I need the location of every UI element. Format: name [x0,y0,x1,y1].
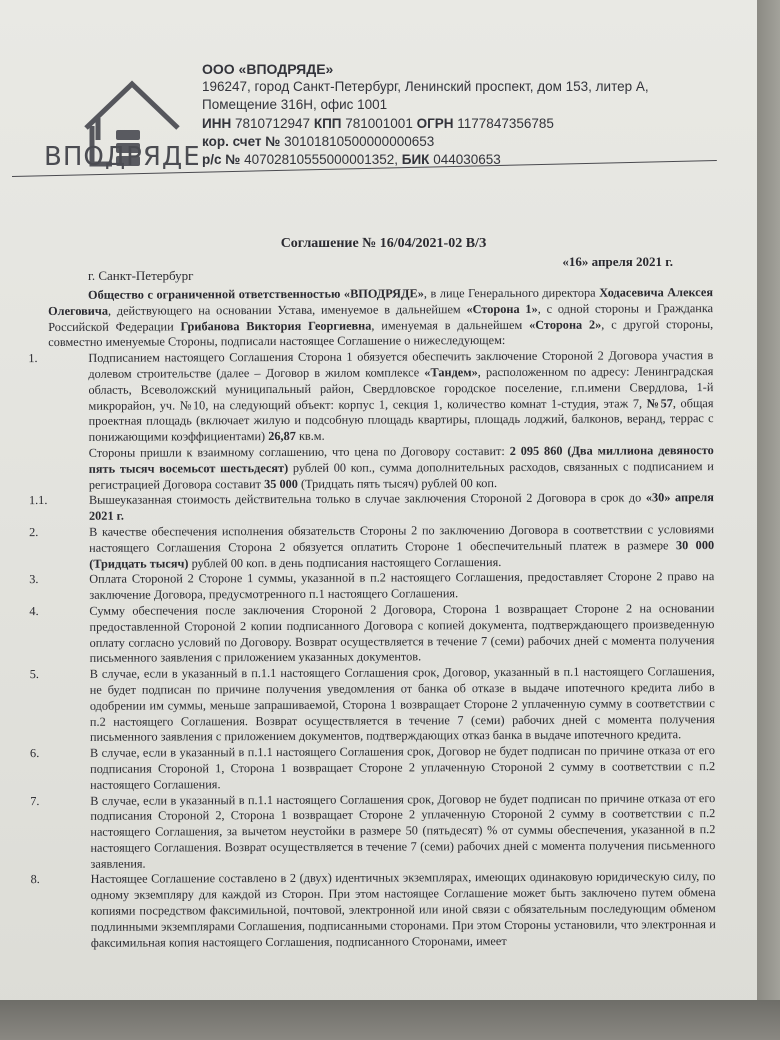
body-text: Настоящее Соглашение составлено в 2 (двух) идентичных экземплярах, имеющих одинаковую юридическую силу, по одному экземпляру для каждой из Сторон. При этом настоящее Соглашение может быть заключено путем обмена копиями посредством факсимильной, почтовой, электронной или иной связи с обязательным последующим обменом подлинными экземплярами Соглашения, подписанными сторонами. При этом Стороны установили, что электронная и факсимильная копия настоящего Соглашения, подписанного Сторонами, имеет [90,869,716,950]
clauses-list [28,348,716,951]
corr-value: 30101810500000000653 [284,133,435,149]
clause-text [88,348,713,446]
clause-number: 7. [30,793,40,808]
company-address-line2: Помещение 316Н, офис 1001 [202,97,388,113]
body-text: В случае, если в указанный в п.1.1 настоящего Соглашения срок, Договор не будет подписан по причине отказа от его подписания Стороной 2, Сторона 1 возвращает Стороне 2 уплаченную Стороной 2 сумму в соответствии с п.2 настоящего Соглашения, за вычетом неустойки в размере 50 (пятьдесят) % от суммы обеспечения, указанной в п.2 настоящего Соглашения. Возврат осуществляется в течение 7 (семи) рабочих дней с момента получения письменного заявления. [90,790,716,871]
emphasized-text: «Сторона 1» [466,301,538,316]
company-name: ООО «ВПОДРЯДЕ» [202,61,334,77]
clause-text [91,870,716,952]
clause-text [89,601,714,667]
clause-item [28,348,714,446]
body-text: Сумму обеспечения после заключения Стороной 2 Договора, Сторона 1 возвращает Стороне 2 на основании предоставленной Стороной 2 копии подписанного Договора с копией документа, подтверждающего произведенную оплату согласно условий по Договору. Возврат осуществляется в течение 7 (семи) рабочих дней с момента получения письменного заявления с приложением указанных документов. [89,601,715,666]
clause-text [90,664,715,746]
preamble-paragraph [48,285,713,351]
company-address-line1: 196247, город Санкт-Петербург, Ленинский проспект, дом 153, литер А, [202,79,649,95]
ogrn-label: ОГРН [416,115,454,131]
clause-text [90,791,715,873]
kpp-value: 781001001 [345,115,413,131]
clause-item [29,743,716,793]
clause-number: 1.1. [28,493,48,508]
body-text: (Тридцать пять тысяч) рублей 00 коп. [297,475,498,491]
emphasized-text: 35 000 [264,476,298,491]
clause-number: 1. [28,351,38,366]
rs-value: 40702810555000001352, [244,152,398,168]
clause-text [89,522,714,572]
clause-item [49,443,714,493]
emphasized-text: «30» апреля 2021 г. [88,490,714,523]
logo-wordmark: ВПОДРЯДЕ [44,142,201,172]
bik-label: БИК [401,152,430,168]
body-text: , общая проектная площадь (включает жилую и подсобную площадь квартиры, площадь лоджий, балконов, веранд, террас с понижающими коэффициентами) [88,395,714,444]
background-surface [757,0,780,1040]
body-text: рублей 00 коп. в день подписания настоящего Соглашения. [188,554,502,570]
clause-item [30,790,716,873]
clause-number: 4. [29,603,39,619]
company-details [202,60,722,169]
rs-label: р/с № [202,152,241,168]
clause-text [89,490,714,524]
body-text: рублей 00 коп., сумма дополнительных расходов, связанных с подписанием и регистрацией Договора составит [88,458,714,492]
emphasized-text: Ходасевича Алексея Олеговича [48,285,714,318]
body-text: , действующего на основании Устава, именуемое в дальнейшем [107,301,467,318]
company-registration-line [202,115,722,133]
clause-text [89,443,714,493]
body-text: , расположенном по адресу: Ленинградская область, Всеволожский муниципальный район, Свердловское городское поселение, г.п.имени Свердлова, 1-й микрорайон, уч. №10, на следующий объект: корпус 1, секция 1, количество комнат 1-студия, этаж 7, [88,364,714,413]
corr-label: кор. счет № [202,133,281,149]
clause-item [29,522,715,572]
clause-item [28,490,714,524]
clause-number: 3. [29,572,39,587]
body-text: кв.м. [295,428,325,444]
body-text: , с одной стороны и Гражданка Российской Федерации [48,300,714,334]
kpp-label: КПП [313,115,342,131]
emphasized-text: 2 095 860 (Два миллиона девяносто пять тысяч восемьсот шестьдесят) [88,443,714,476]
body-text: Оплата Стороной 2 Стороне 1 суммы, указанной в п.2 настоящего Соглашения, предоставляет Стороне 2 право на заключение Договора, предусмотренного п.1 настоящего Соглашения. [89,569,715,602]
clause-item [30,869,716,952]
body-text: , именуемая в дальнейшем [371,317,530,333]
emphasized-text: «Сторона 2» [529,317,602,332]
body-text: , с другой стороны, совместно именуемые Стороны, подписали настоящее Соглашение о нижеследующем: [48,316,714,350]
clause-item [29,664,715,746]
emphasized-text: Общество с ограниченной ответственностью «ВПОДРЯДЕ» [87,286,424,302]
clause-number: 5. [29,667,39,682]
body-text: , в лице Генерального директора [423,285,600,301]
body-text: Подписанием настоящего Соглашения Сторона 1 обязуется обеспечить заключение Стороной 2 Договора участия в долевом строительстве (далее – Договор в жилом комплексе [88,348,714,381]
body-text: В качестве обеспечения исполнения обязательств Стороны 2 по заключению Договора в соответствии с условиями настоящего Соглашения Сторона 2 обязуется оплатить Стороне 1 обеспечительный платеж в размере [89,522,715,555]
clause-text [90,743,715,793]
inn-value: 7810712947 [234,115,311,131]
document-city: г. Санкт-Петербург [88,268,194,283]
clause-number: 8. [30,872,40,887]
emphasized-text: 26,87 [268,429,296,444]
body-text: В случае, если в указанный в п.1.1 настоящего Соглашения срок, Договор не будет подписан по причине отказа от его подписания Стороной 1, Сторона 1 возвращает Стороне 2 уплаченную Стороной 2 сумму в соответствии с п.2 настоящего Соглашения. [89,743,716,792]
company-corr-account-line [202,133,722,151]
emphasized-text: 30 000 (Тридцать тысяч) [89,537,715,571]
body-text: Стороны пришли к взаимному соглашению, что цена по Договору составит: [88,443,510,460]
document-title: Соглашение № 16/04/2021-02 В/З [280,236,487,251]
clause-number: 6. [29,746,40,761]
clause-item [29,569,715,603]
emphasized-text: Грибанова Виктория Георгиевна [180,318,372,334]
clause-item [29,601,715,667]
emphasized-text: «Тандем» [424,365,478,380]
bik-value: 044030653 [433,152,501,168]
inn-label: ИНН [202,115,232,131]
document-date: «16» апреля 2021 г. [562,254,673,269]
document-body [28,285,716,951]
body-text: В случае, если в указанный в п.1.1 настоящего Соглашения срок, Договор, указанный в п.1 настоящего Соглашения, не будет подписан по причине получения уведомления от банка об отказе в выдаче ипотечного кредита либо в одобрении им суммы, меньше запрашиваемой, Сторона 1 возвращает Стороне 2 уплаченную сумму в соответствии с п.2 настоящего Соглашения. Возврат осуществляется в течение 7 (семи) рабочих дней с момента получения письменного заявления с приложением документов, подтверждающих отказ банка в выдаче ипотечного кредита. [89,664,715,745]
emphasized-text: №57 [646,395,673,410]
clause-number: 2. [29,524,39,540]
ogrn-value: 1177847356785 [457,115,554,131]
background-surface-bottom [0,1000,780,1040]
clause-text [89,569,714,603]
body-text: Вышеуказанная стоимость действительна только в случае заключения Стороной 2 Договора в срок до [88,490,646,508]
